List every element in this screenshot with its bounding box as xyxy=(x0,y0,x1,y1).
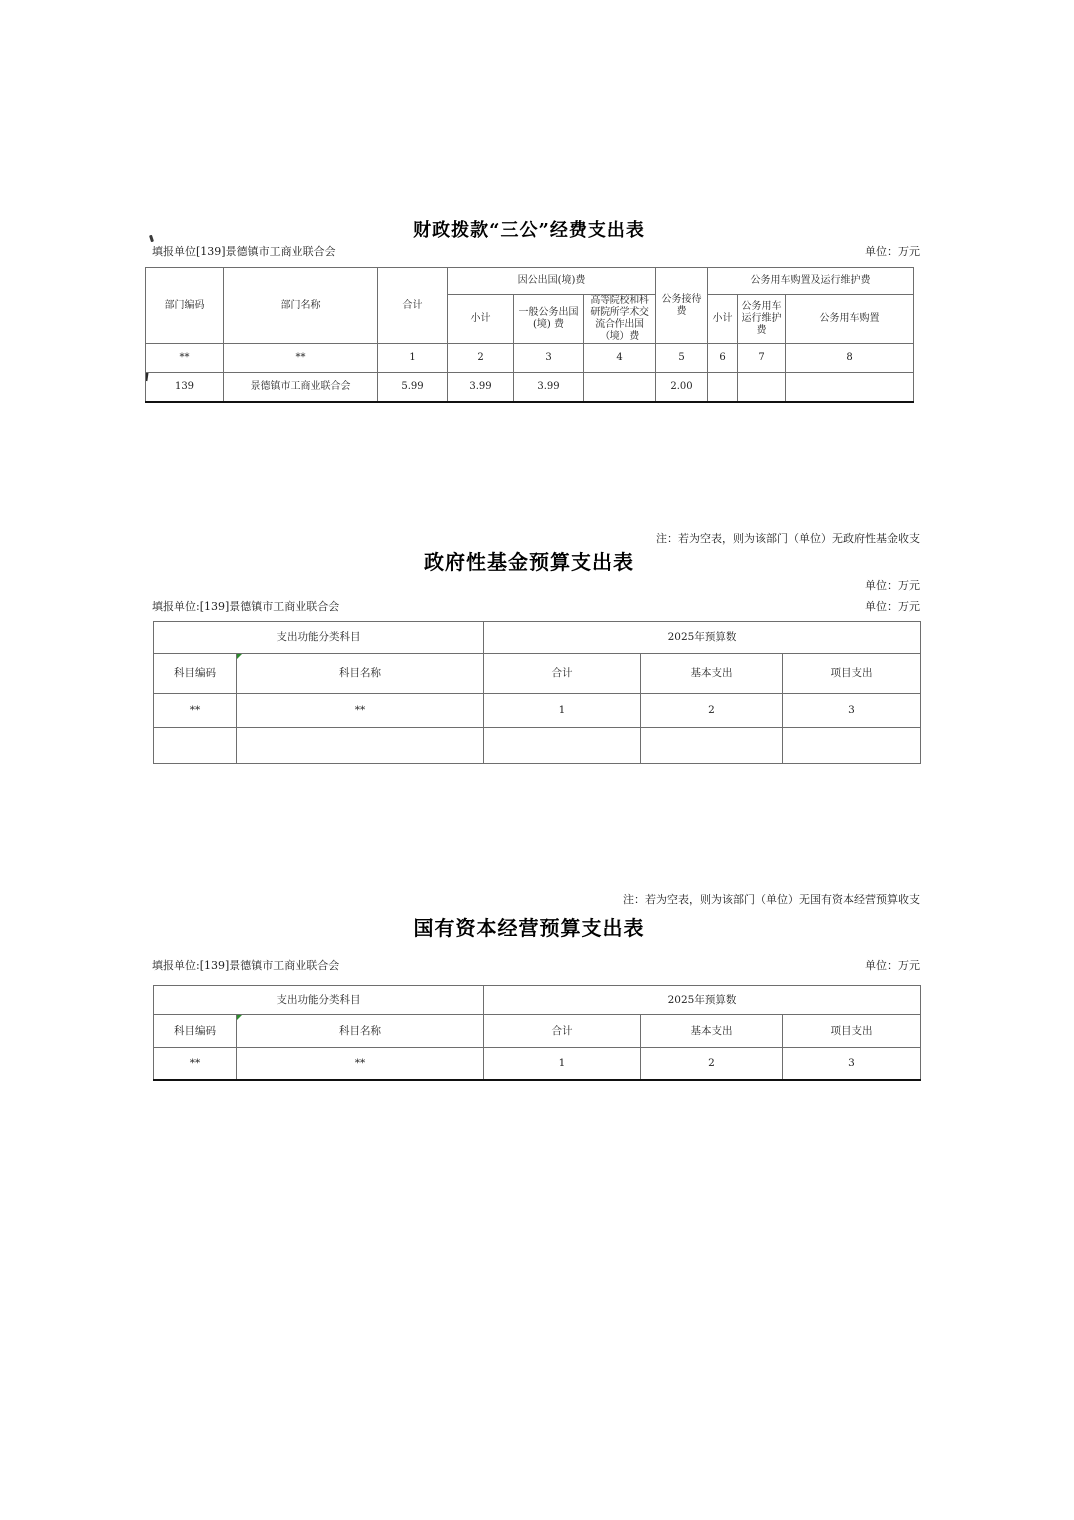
basic-expense-header: 基本支出 xyxy=(641,1015,783,1048)
section1-unit-label: 单位：万元 xyxy=(865,245,920,258)
total-header: 合计 xyxy=(484,1015,641,1048)
cell-flag-icon xyxy=(237,1015,242,1020)
subject-code-header: 科目编码 xyxy=(154,1015,237,1048)
code-cell: 3 xyxy=(783,694,921,728)
section2-report-unit: 填报单位:[139]景德镇市工商业联合会 xyxy=(152,600,340,613)
three-public-expense-table xyxy=(145,267,914,403)
code-cell: 2 xyxy=(641,1048,783,1080)
budget-2025-group-header: 2025年预算数 xyxy=(484,986,921,1015)
section2-meta-line xyxy=(152,598,920,614)
abroad-academic-value xyxy=(584,373,656,402)
section1-meta-line xyxy=(152,243,920,259)
abroad-subtotal-value: 3.99 xyxy=(448,373,514,402)
section3-unit-label: 单位：万元 xyxy=(865,959,920,972)
code-cell: ** xyxy=(146,344,224,373)
vehicle-maintenance-value xyxy=(738,373,786,402)
vehicle-maintenance-header: 公务用车运行维护费 xyxy=(738,295,786,344)
cell-corner-mark-icon xyxy=(146,373,149,382)
code-cell: ** xyxy=(237,1048,484,1080)
total-value: 5.99 xyxy=(378,373,448,402)
abroad-general-header: 一般公务出国(境) 费 xyxy=(514,295,584,344)
func-class-group-header: 支出功能分类科目 xyxy=(154,622,484,654)
column-code-row xyxy=(154,1048,921,1080)
dept-name-value: 景德镇市工商业联合会 xyxy=(224,373,378,402)
gov-fund-table-title: 政府性基金预算支出表 xyxy=(424,550,634,574)
code-cell: 3 xyxy=(783,1048,921,1080)
abroad-subtotal-header: 小计 xyxy=(448,295,514,344)
code-cell: ** xyxy=(154,1048,237,1080)
project-expense-header: 项目支出 xyxy=(783,654,921,694)
project-expense-header: 项目支出 xyxy=(783,1015,921,1048)
empty-cell xyxy=(641,728,783,764)
dept-code-value: 139 xyxy=(146,373,224,402)
dept-code-header: 部门编码 xyxy=(146,268,224,344)
empty-cell xyxy=(237,728,484,764)
code-cell: 4 xyxy=(584,344,656,373)
section3-meta-line xyxy=(152,957,920,973)
code-cell: 8 xyxy=(786,344,914,373)
reception-header: 公务接待费 xyxy=(656,268,708,344)
code-cell: 1 xyxy=(484,694,641,728)
cell-flag-icon xyxy=(237,654,242,659)
func-class-group-header: 支出功能分类科目 xyxy=(154,986,484,1015)
subject-name-header: 科目名称 xyxy=(237,1015,484,1048)
data-row xyxy=(146,373,914,402)
gov-fund-note: 注：若为空表，则为该部门（单位）无政府性基金收支 xyxy=(656,532,920,545)
vehicle-purchase-value xyxy=(786,373,914,402)
code-cell: 1 xyxy=(484,1048,641,1080)
section3-report-unit: 填报单位:[139]景德镇市工商业联合会 xyxy=(152,959,340,972)
gov-fund-unit-label: 单位：万元 xyxy=(865,579,920,592)
abroad-general-value: 3.99 xyxy=(514,373,584,402)
subject-name-header: 科目名称 xyxy=(237,654,484,694)
vehicle-subtotal-value xyxy=(708,373,738,402)
dept-name-header: 部门名称 xyxy=(224,268,378,344)
empty-cell xyxy=(484,728,641,764)
code-cell: ** xyxy=(237,694,484,728)
code-cell: ** xyxy=(154,694,237,728)
section2-unit-label: 单位：万元 xyxy=(865,600,920,613)
section1-report-unit: 填报单位[139]景德镇市工商业联合会 xyxy=(152,245,336,258)
code-cell: 1 xyxy=(378,344,448,373)
state-capital-table-title: 国有资本经营预算支出表 xyxy=(413,916,645,940)
basic-expense-header: 基本支出 xyxy=(641,654,783,694)
abroad-academic-header: 高等院校和科研院所学术交流合作出国（境）费 xyxy=(584,295,656,344)
code-cell: 5 xyxy=(656,344,708,373)
column-code-row xyxy=(146,344,914,373)
code-cell: 2 xyxy=(448,344,514,373)
code-cell: 6 xyxy=(708,344,738,373)
empty-cell xyxy=(154,728,237,764)
total-header: 合计 xyxy=(378,268,448,344)
vehicle-group-header: 公务用车购置及运行维护费 xyxy=(708,268,914,295)
reception-value: 2.00 xyxy=(656,373,708,402)
total-header: 合计 xyxy=(484,654,641,694)
vehicle-purchase-header: 公务用车购置 xyxy=(786,295,914,344)
code-cell: 2 xyxy=(641,694,783,728)
code-cell: 7 xyxy=(738,344,786,373)
three-public-table-title: 财政拨款“三公”经费支出表 xyxy=(413,220,645,241)
vehicle-subtotal-header: 小计 xyxy=(708,295,738,344)
state-capital-note: 注：若为空表，则为该部门（单位）无国有资本经营预算收支 xyxy=(623,893,920,906)
empty-cell xyxy=(783,728,921,764)
subject-code-header: 科目编码 xyxy=(154,654,237,694)
gov-fund-budget-table xyxy=(153,621,921,764)
budget-2025-group-header: 2025年预算数 xyxy=(484,622,921,654)
state-capital-budget-table xyxy=(153,985,921,1081)
code-cell: ** xyxy=(224,344,378,373)
abroad-group-header: 因公出国(境)费 xyxy=(448,268,656,295)
column-code-row xyxy=(154,694,921,728)
empty-data-row xyxy=(154,728,921,764)
code-cell: 3 xyxy=(514,344,584,373)
